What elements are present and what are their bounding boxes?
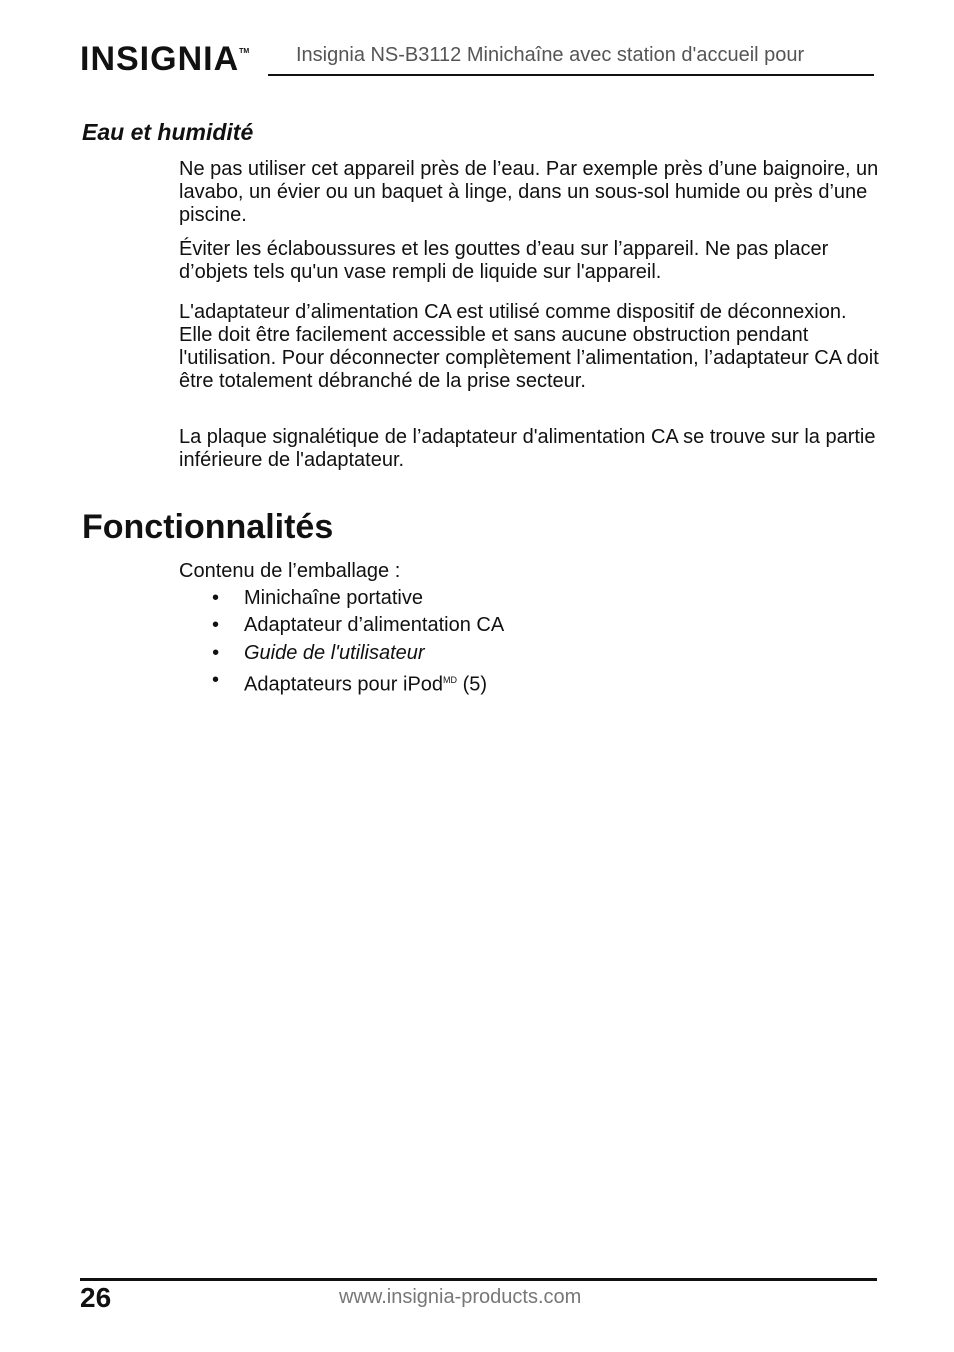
bullet-icon: • [212, 641, 220, 664]
paragraph: Ne pas utiliser cet appareil près de l’eau. Par exemple près d’une baignoire, un lavabo, un évier ou un baquet à linge, dans un sous-sol humide ou près d’une piscine. [179, 158, 879, 226]
logo-trademark: TM [239, 48, 250, 55]
bullet-icon: • [212, 587, 220, 609]
list-item: • Minichaîne portative [212, 587, 423, 609]
page-number: 26 [80, 1282, 112, 1313]
package-contents-intro: Contenu de l’emballage : [179, 560, 401, 582]
insignia-logo [80, 40, 249, 79]
footer-url: www.insignia-products.com [339, 1286, 582, 1308]
bullet-icon: • [212, 614, 220, 637]
page-title: Fonctionnalités [82, 508, 334, 546]
footer-divider [80, 1278, 877, 1281]
bullet-icon: • [212, 668, 220, 691]
list-item: • Adaptateurs pour iPod$^{MD}$ (5) [212, 668, 488, 696]
logo-text: INSIGNIA [80, 40, 240, 78]
paragraph: Éviter les éclaboussures et les gouttes d’eau sur l’appareil. Ne pas placer d’objets tels qu'un vase rempli de liquide sur l'appareil. [179, 238, 829, 283]
list-item: • Guide de l'utilisateur [212, 641, 425, 664]
header-title: Insignia NS-B3112 Minichaîne avec station d'accueil pour [296, 44, 805, 66]
section-heading: Eau et humidité [82, 119, 254, 145]
paragraph: La plaque signalétique de l’adaptateur d'alimentation CA se trouve sur la partie inférieure de l'adaptateur. [179, 426, 876, 471]
header-divider [268, 74, 874, 76]
package-contents-list [179, 587, 504, 696]
paragraph: L'adaptateur d’alimentation CA est utilisé comme dispositif de déconnexion. Elle doit être facilement accessible et sans aucune obstruction pendant l'utilisation. Pour déconnecter complètement l’alimentation, l’adaptateur CA doit être totalement débranché de la prise secteur. [179, 301, 879, 392]
list-item: • Adaptateur d’alimentation CA [212, 614, 505, 637]
